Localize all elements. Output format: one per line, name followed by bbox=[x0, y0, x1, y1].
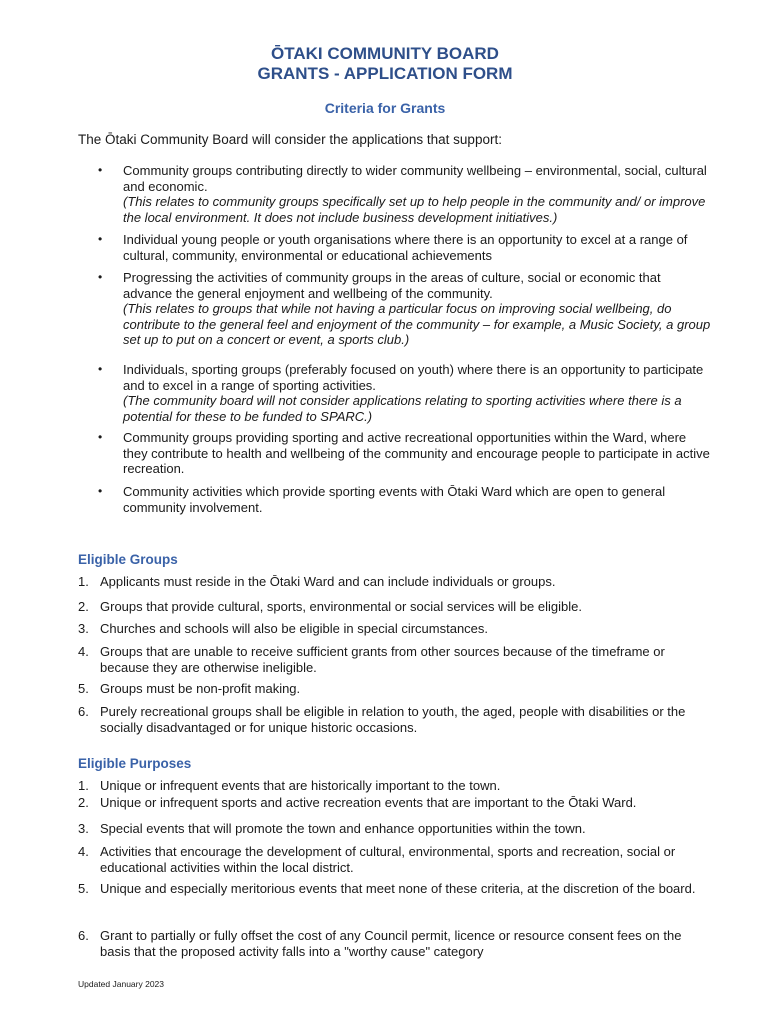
list-number: 2. bbox=[78, 795, 89, 810]
criteria-note: (The community board will not consider applications relating to sporting activities where there is a potential for these to be funded to SPARC.) bbox=[123, 393, 682, 424]
criteria-text: Individuals, sporting groups (preferably focused on youth) where there is an opportunity to participate and to excel in a range of sporting activities. bbox=[123, 362, 704, 393]
list-number: 5. bbox=[78, 681, 89, 696]
criteria-text: Community groups providing sporting and active recreational opportunities within the Ward, where they contribute to health and wellbeing of the community and encourage people to participate in active recreation. bbox=[123, 430, 710, 476]
list-text: Groups that provide cultural, sports, environmental or social services will be eligible. bbox=[100, 599, 582, 614]
bullet-icon: • bbox=[98, 362, 103, 376]
criteria-text: Individual young people or youth organisations where there is an opportunity to excel at a range of cultural, community, environmental or educational achievements bbox=[123, 232, 688, 263]
list-text: Groups that are unable to receive sufficient grants from other sources because of the timeframe or because they are otherwise ineligible. bbox=[100, 644, 665, 675]
list-text: Activities that encourage the development of cultural, environmental, sports and recreation, social or educational activities within the local district. bbox=[100, 844, 676, 875]
criteria-text: Progressing the activities of community groups in the areas of culture, social or economic that advance the general enjoyment and wellbeing of the community. bbox=[123, 270, 661, 301]
list-text: Applicants must reside in the Ōtaki Ward and can include individuals or groups. bbox=[100, 574, 556, 589]
intro-text: The Ōtaki Community Board will consider the applications that support: bbox=[78, 132, 502, 147]
list-text: Churches and schools will also be eligible in special circumstances. bbox=[100, 621, 489, 636]
list-number: 1. bbox=[78, 778, 89, 793]
list-number: 1. bbox=[78, 574, 89, 589]
criteria-text: Community activities which provide sporting events with Ōtaki Ward which are open to general community involvement. bbox=[123, 484, 666, 515]
list-text: Unique and especially meritorious events that meet none of these criteria, at the discretion of the board. bbox=[100, 881, 696, 896]
footer-updated-date: Updated January 2023 bbox=[78, 979, 165, 989]
list-text: Groups must be non-profit making. bbox=[100, 681, 301, 696]
criteria-note: (This relates to community groups specifically set up to help people in the community and/ or improve the local environment. It does not include business development initiatives.) bbox=[123, 194, 706, 225]
criteria-subtitle: Criteria for Grants bbox=[324, 100, 446, 116]
list-number: 3. bbox=[78, 621, 89, 636]
list-number: 6. bbox=[78, 928, 89, 943]
criteria-note: (This relates to groups that while not having a particular focus on improving social wellbeing, do contribute to the general feel and enjoyment of the community – for example, a Music Society, a group set up to put on a concert or event, a sports club.) bbox=[123, 301, 711, 347]
criteria-text: Community groups contributing directly to wider community wellbeing – environmental, social, cultural and economic. bbox=[123, 163, 707, 194]
list-number: 4. bbox=[78, 844, 89, 859]
list-text: Special events that will promote the town and enhance opportunities within the town. bbox=[100, 821, 586, 836]
eligible-groups-heading: Eligible Groups bbox=[78, 552, 178, 567]
list-number: 5. bbox=[78, 881, 89, 896]
list-number: 3. bbox=[78, 821, 89, 836]
form-title-line2: GRANTS - APPLICATION FORM bbox=[257, 64, 513, 83]
bullet-icon: • bbox=[98, 484, 103, 498]
bullet-icon: • bbox=[98, 270, 103, 284]
bullet-icon: • bbox=[98, 430, 103, 444]
list-text: Unique or infrequent events that are historically important to the town. bbox=[100, 778, 501, 793]
form-title-line1: ŌTAKI COMMUNITY BOARD bbox=[271, 44, 499, 63]
list-text: Unique or infrequent sports and active recreation events that are important to the Ōtaki Ward. bbox=[100, 795, 637, 810]
bullet-icon: • bbox=[98, 163, 103, 177]
list-number: 4. bbox=[78, 644, 89, 659]
list-text: Purely recreational groups shall be eligible in relation to youth, the aged, people with disabilities or the socially disadvantaged or for unique historic occasions. bbox=[100, 704, 686, 735]
eligible-purposes-heading: Eligible Purposes bbox=[78, 756, 192, 771]
list-number: 2. bbox=[78, 599, 89, 614]
list-number: 6. bbox=[78, 704, 89, 719]
bullet-icon: • bbox=[98, 232, 103, 246]
list-text: Grant to partially or fully offset the cost of any Council permit, licence or resource consent fees on the basis that the proposed activity falls into a "worthy cause" category bbox=[100, 928, 682, 959]
